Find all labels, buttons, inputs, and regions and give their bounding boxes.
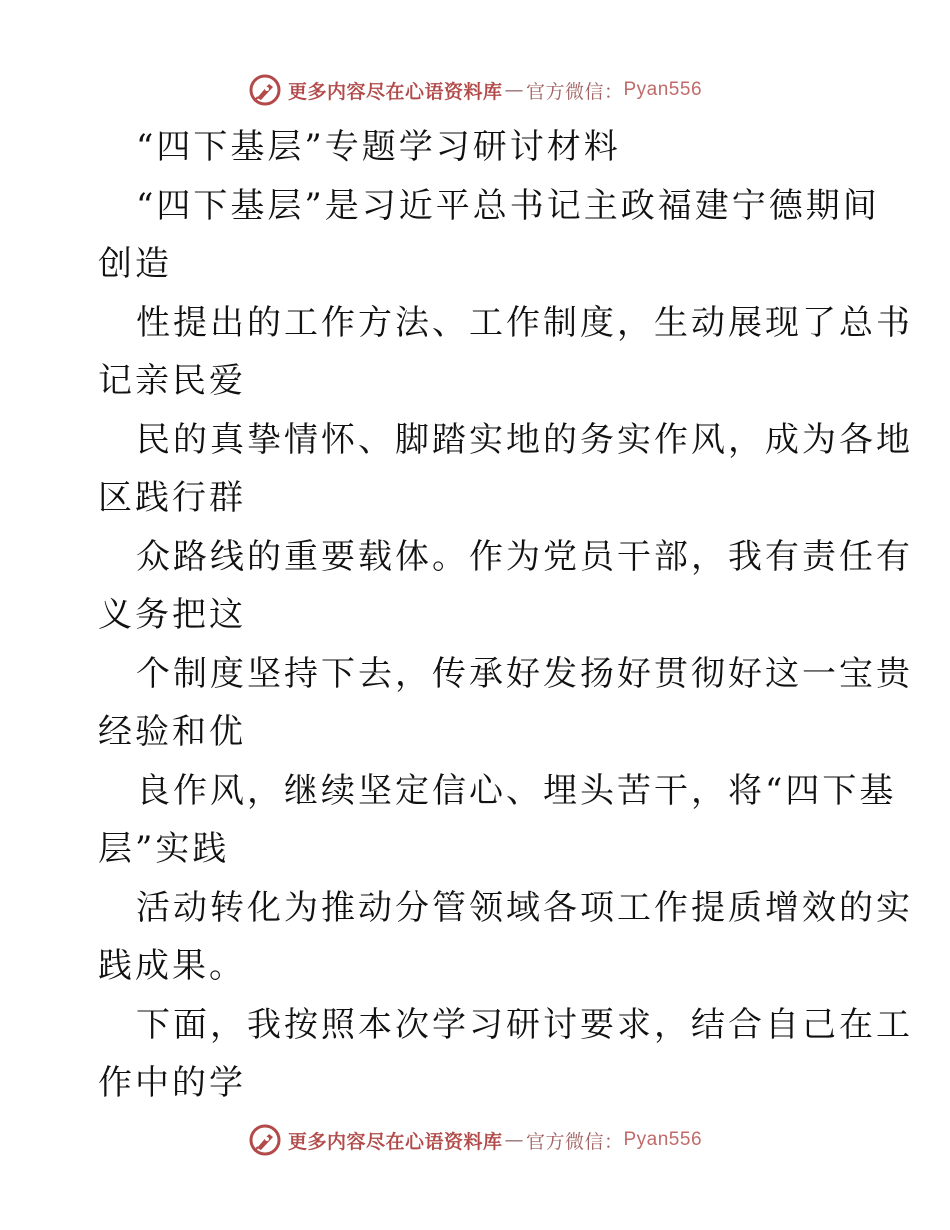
banner-brand-text: 更多内容尽在心语资料库 — [287, 1130, 503, 1153]
pen-nib-circle-icon — [248, 1123, 282, 1157]
paragraph-line: 义务把这 — [98, 595, 246, 635]
banner-brand-text: 更多内容尽在心语资料库 — [287, 80, 503, 103]
paragraph-line: 民的真挚情怀、脚踏实地的务实作风，成为各地 — [136, 419, 913, 460]
paragraph-line: 个制度坚持下去，传承好发扬好贯彻好这一宝贵 — [136, 653, 913, 694]
banner-wechat-id: Pyan556 — [623, 1129, 703, 1150]
paragraph-line: 活动转化为推动分管领域各项工作提质增效的实 — [136, 887, 913, 928]
paragraph-line: 下面，我按照本次学习研讨要求，结合自己在工 — [136, 1004, 913, 1045]
banner-separator: — — [504, 1129, 524, 1151]
paragraph-line: 性提出的工作方法、工作制度，生动展现了总书 — [136, 302, 913, 343]
banner-wechat-label: 官方微信： — [525, 80, 624, 103]
paragraph-line: 记亲民爱 — [98, 361, 246, 401]
paragraph-line: 创造 — [98, 244, 172, 284]
pen-nib-circle-icon — [248, 73, 282, 107]
paragraph-line: 作中的学 — [98, 1063, 246, 1103]
footer-banner — [0, 1120, 950, 1160]
paragraph-line: 层”实践 — [98, 829, 230, 869]
banner-separator: — — [504, 79, 524, 101]
document-body — [98, 118, 913, 1113]
document-title: “四下基层”专题学习研讨材料 — [136, 127, 621, 167]
header-banner — [0, 70, 950, 110]
banner-wechat-id: Pyan556 — [623, 79, 703, 100]
paragraph-line: 众路线的重要载体。作为党员干部，我有责任有 — [136, 536, 913, 577]
banner-wechat-label: 官方微信： — [525, 1130, 624, 1153]
paragraph-line: 区践行群 — [98, 478, 246, 518]
paragraph-line: 良作风，继续坚定信心、埋头苦干，将“四下基 — [136, 770, 897, 811]
paragraph-line: 践成果。 — [98, 946, 246, 986]
paragraph-line: 经验和优 — [98, 712, 246, 752]
paragraph-line: “四下基层”是习近平总书记主政福建宁德期间 — [136, 185, 880, 226]
